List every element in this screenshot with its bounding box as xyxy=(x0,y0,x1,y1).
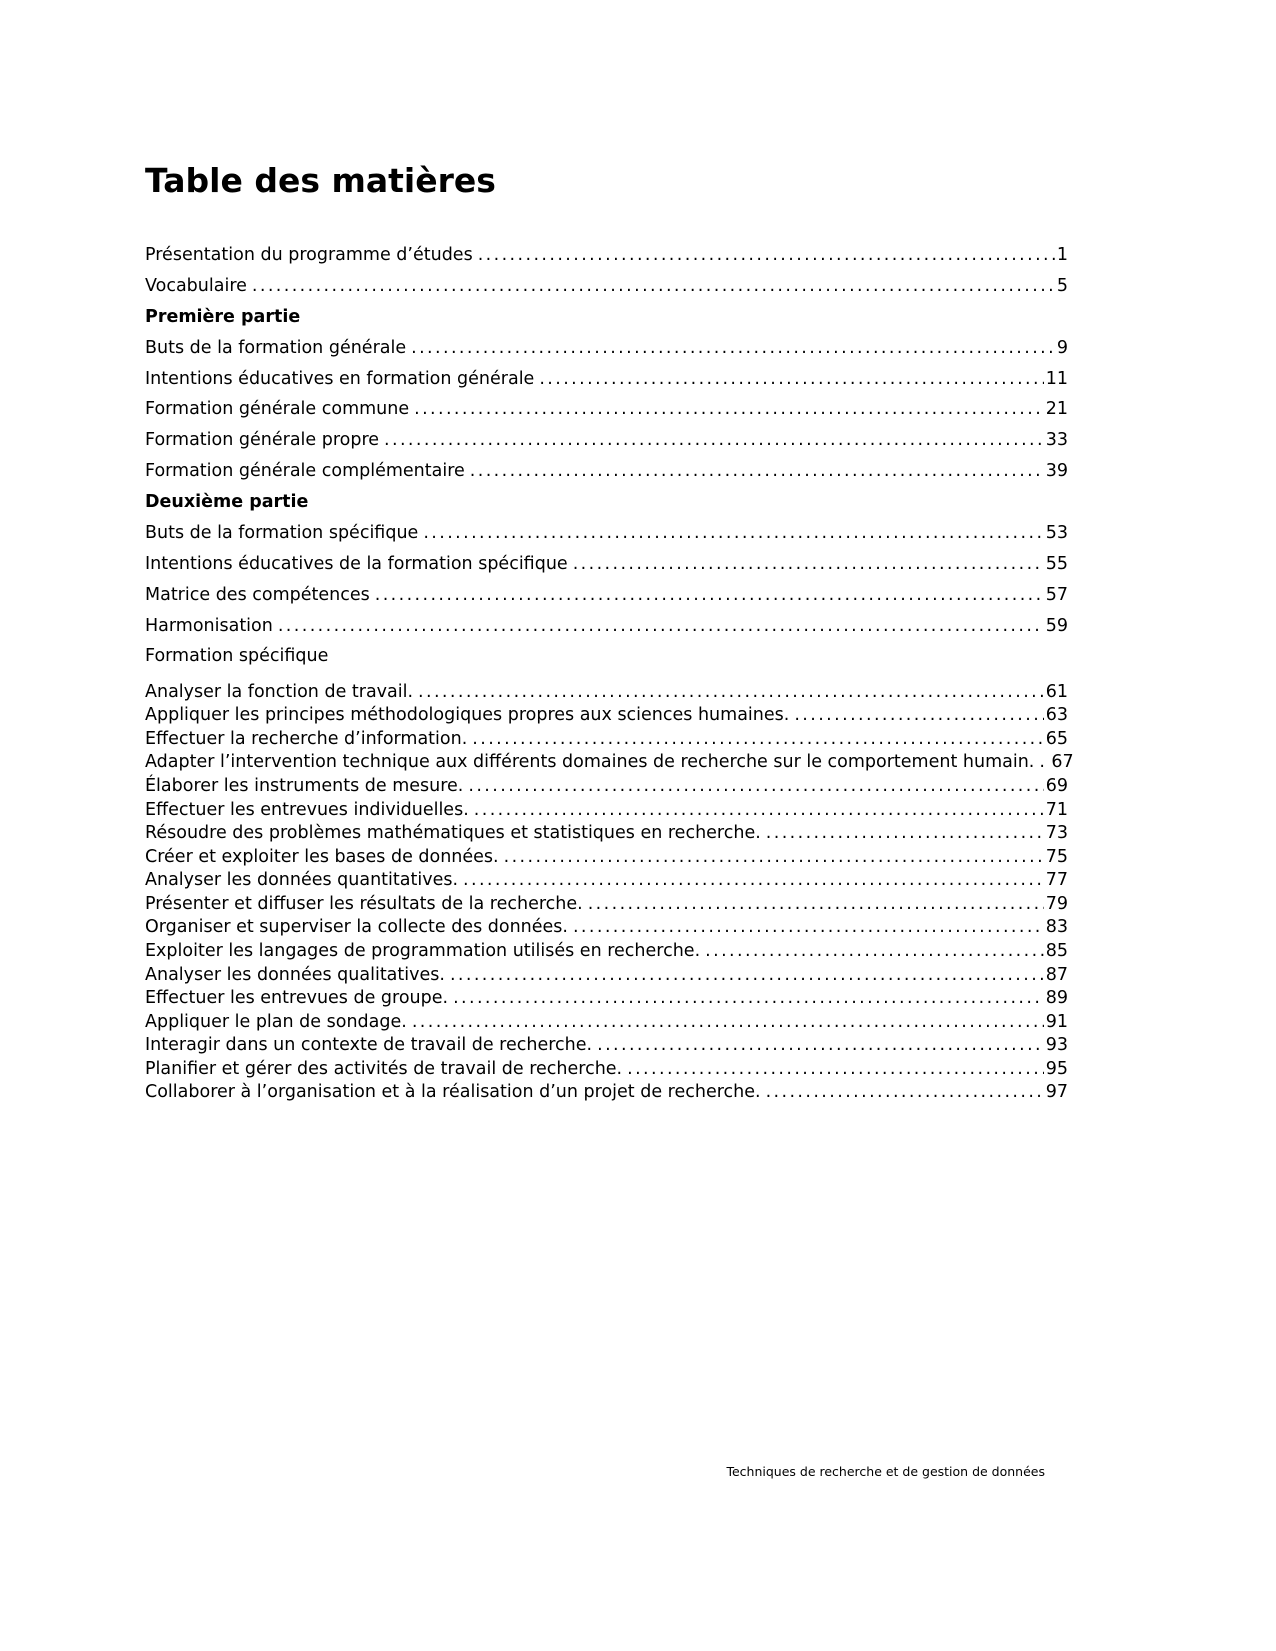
toc-entry-label: Interagir dans un contexte de travail de recherche. xyxy=(145,1035,593,1056)
toc-entry-page: 89 xyxy=(1045,988,1068,1009)
toc-entry-label: Buts de la formation spécifique xyxy=(145,522,419,543)
toc-entry-label: Effectuer les entrevues individuelles. xyxy=(145,799,469,820)
toc-entry xyxy=(145,706,1068,724)
dot-leader xyxy=(450,966,1044,984)
toc-entry-page: 21 xyxy=(1045,399,1068,420)
dot-leader xyxy=(375,586,1044,604)
page-footer: Techniques de recherche et de gestion de données xyxy=(726,1464,1045,1479)
toc-entry xyxy=(145,730,1068,748)
dot-leader xyxy=(384,431,1044,449)
toc-entry xyxy=(145,683,1068,701)
dot-leader xyxy=(573,918,1044,936)
toc-entry-label: Appliquer les principes méthodologiques propres aux sciences humaines. xyxy=(145,705,790,726)
toc-entry xyxy=(145,647,1068,665)
toc-entry-label: Effectuer la recherche d’information. xyxy=(145,728,468,749)
toc-entry-label: Formation générale commune xyxy=(145,399,410,420)
dot-leader xyxy=(470,462,1044,480)
toc-entry-label: Vocabulaire xyxy=(145,275,247,296)
dot-leader xyxy=(597,1036,1044,1054)
dot-leader xyxy=(472,730,1043,748)
toc-entry-label: Présenter et diffuser les résultats de la recherche. xyxy=(145,893,583,914)
toc-entry xyxy=(145,966,1068,984)
toc-entry-label: Deuxième partie xyxy=(145,492,309,512)
dot-leader xyxy=(705,942,1044,960)
dot-leader xyxy=(794,706,1043,724)
toc-entry xyxy=(145,895,1068,913)
toc-entry-page: 93 xyxy=(1045,1035,1068,1056)
toc-entry-page: 39 xyxy=(1045,461,1068,482)
toc-entry-page: 1 xyxy=(1056,245,1068,265)
toc-entry-page: 79 xyxy=(1045,893,1068,914)
toc-entry-page: 63 xyxy=(1045,705,1068,726)
toc-entry-label: Élaborer les instruments de mesure. xyxy=(145,776,464,796)
toc-entry-label: Appliquer le plan de sondage. xyxy=(145,1011,407,1032)
toc-entry-label: Présentation du programme d’études xyxy=(145,245,473,265)
toc-entry-label: Planifier et gérer des activités de travail de recherche. xyxy=(145,1058,623,1079)
toc-entry xyxy=(145,777,1068,795)
toc-entry-page: 61 xyxy=(1045,681,1068,702)
dot-leader xyxy=(412,1013,1044,1031)
toc-entry-label: Formation générale propre xyxy=(145,430,380,451)
toc-entry-label: Effectuer les entrevues de groupe. xyxy=(145,988,449,1009)
toc-entry xyxy=(145,246,1068,264)
toc-entry-label: Résoudre des problèmes mathématiques et statistiques en recherche. xyxy=(145,823,761,844)
toc-entry-label: Créer et exploiter les bases de données. xyxy=(145,846,499,867)
toc-entry xyxy=(145,555,1068,573)
toc-entry xyxy=(145,524,1068,542)
toc-entry-page: 73 xyxy=(1045,823,1068,844)
toc-entry-label: Buts de la formation générale xyxy=(145,337,407,358)
dot-leader xyxy=(463,871,1044,889)
dot-leader xyxy=(1039,753,1049,771)
toc-entry-label: Analyser la fonction de travail. xyxy=(145,681,414,702)
dot-leader xyxy=(504,848,1044,866)
dot-leader xyxy=(252,277,1055,295)
toc-entry-page: 91 xyxy=(1045,1011,1068,1032)
page-title: Table des matières xyxy=(145,161,496,201)
toc-entry-page: 85 xyxy=(1045,940,1068,961)
dot-leader xyxy=(418,683,1044,701)
toc-entry-page: 53 xyxy=(1045,522,1068,543)
toc-entry-page: 9 xyxy=(1056,337,1068,358)
toc-entry xyxy=(145,370,1068,388)
toc-entry xyxy=(145,752,1074,773)
dot-leader xyxy=(573,555,1044,573)
toc-entry xyxy=(145,871,1068,889)
toc-entry-page: 77 xyxy=(1045,870,1068,891)
dot-leader xyxy=(539,370,1043,388)
toc-entry xyxy=(145,462,1068,480)
toc-entry xyxy=(145,1013,1068,1031)
toc-entry xyxy=(145,308,1068,326)
dot-leader xyxy=(588,895,1044,913)
toc-entry-page: 5 xyxy=(1056,275,1068,296)
toc-entry-label: Harmonisation xyxy=(145,615,273,636)
toc-entry-page: 69 xyxy=(1045,776,1068,796)
toc-entry-page: 59 xyxy=(1045,615,1068,636)
toc-entry xyxy=(145,493,1068,511)
dot-leader xyxy=(278,617,1044,635)
table-of-contents xyxy=(145,245,1074,1107)
toc-entry-label: Analyser les données quantitatives. xyxy=(145,870,459,891)
toc-entry xyxy=(145,801,1068,819)
toc-entry-label: Organiser et superviser la collecte des données. xyxy=(145,917,568,938)
toc-entry-page: 55 xyxy=(1045,553,1068,574)
dot-leader xyxy=(453,989,1044,1007)
toc-entry-label: Intentions éducatives en formation générale xyxy=(145,368,535,389)
toc-entry-page: 95 xyxy=(1045,1058,1068,1079)
dot-leader xyxy=(766,1083,1044,1101)
toc-entry-label: Exploiter les langages de programmation utilisés en recherche. xyxy=(145,940,701,961)
toc-entry xyxy=(145,617,1068,635)
toc-entry-page: 33 xyxy=(1045,430,1068,451)
dot-leader xyxy=(423,524,1043,542)
toc-entry xyxy=(145,824,1068,842)
toc-entry-page: 65 xyxy=(1045,728,1068,749)
toc-entry xyxy=(145,942,1068,960)
dot-leader xyxy=(627,1060,1044,1078)
toc-entry-label: Première partie xyxy=(145,306,301,327)
toc-entry-page: 83 xyxy=(1045,917,1068,938)
toc-entry-label: Collaborer à l’organisation et à la réalisation d’un projet de recherche. xyxy=(145,1082,761,1103)
toc-entry xyxy=(145,848,1068,866)
toc-entry-page: 97 xyxy=(1045,1082,1068,1103)
toc-entry xyxy=(145,400,1068,418)
dot-leader xyxy=(478,246,1055,264)
toc-entry-label: Adapter l’intervention technique aux différents domaines de recherche sur le comportement humain. xyxy=(145,752,1035,773)
toc-entry-page: 87 xyxy=(1045,964,1068,985)
toc-entry xyxy=(145,277,1068,295)
toc-entry xyxy=(145,1036,1068,1054)
toc-entry-page: 71 xyxy=(1045,799,1068,820)
toc-entry xyxy=(145,586,1068,604)
toc-entry-page: 11 xyxy=(1045,368,1068,389)
dot-leader xyxy=(414,400,1044,418)
toc-entry xyxy=(145,918,1068,936)
toc-entry-label: Matrice des compétences xyxy=(145,584,370,605)
toc-entry xyxy=(145,989,1068,1007)
dot-leader xyxy=(474,801,1044,819)
toc-entry-label: Analyser les données qualitatives. xyxy=(145,964,445,985)
toc-entry xyxy=(145,431,1068,449)
toc-entry xyxy=(145,339,1068,357)
dot-leader xyxy=(766,824,1044,842)
dot-leader xyxy=(411,339,1055,357)
toc-entry-page: 67 xyxy=(1051,752,1074,773)
toc-entry xyxy=(145,1083,1068,1101)
toc-entry-page: 75 xyxy=(1045,846,1068,867)
toc-entry-label: Formation générale complémentaire xyxy=(145,461,465,482)
toc-entry-label: Intentions éducatives de la formation spécifique xyxy=(145,553,568,574)
toc-entry xyxy=(145,1060,1068,1078)
dot-leader xyxy=(468,777,1043,795)
toc-entry-page: 57 xyxy=(1045,584,1068,605)
toc-entry-label: Formation spécifique xyxy=(145,646,329,667)
